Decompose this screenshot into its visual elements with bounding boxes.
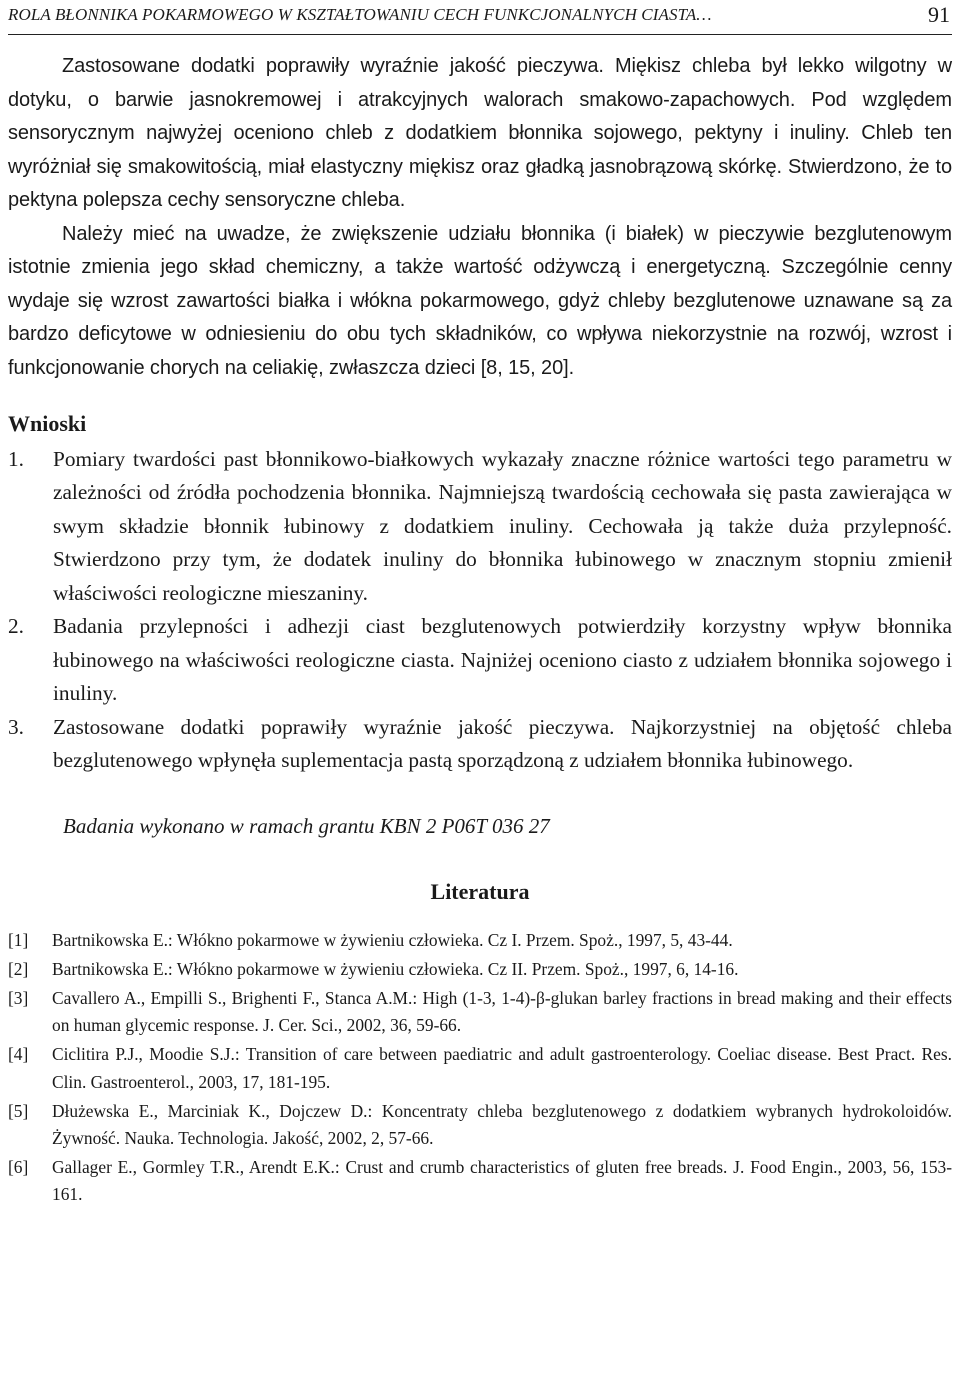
page-content [8, 50, 952, 1211]
reference-id: [4] [8, 1044, 29, 1065]
conclusion-number: 3. [8, 714, 24, 739]
grant-acknowledgement: Badania wykonano w ramach grantu KBN 2 P06T 036 27 [63, 813, 550, 838]
page-number: 91 [928, 2, 950, 27]
reference-text: Bartnikowska E.: Włókno pokarmowe w żywieniu człowieka. Cz II. Przem. Spoż., 1997, 6, 14-16. [52, 958, 739, 979]
reference-item [8, 985, 952, 1039]
conclusion-text: Zastosowane dodatki poprawiły wyraźnie jakość pieczywa. Najkorzystniej na objętość chleba bezglutenowego wpłynęła suplementacja pastą sporządzoną z udziałem błonnika łubinowego. [53, 714, 952, 772]
conclusion-item [8, 610, 952, 711]
conclusion-text: Pomiary twardości past błonnikowo-białkowych wykazały znaczne różnice wartości tego parametru w zależności od źródła pochodzenia błonnika. Najmniejszą twardością cechowała się pasta zawierająca w swym składzie błonnik łubinowy z dodatkiem inuliny. Cechowała ją także duża przylepność. Stwierdzono przy tym, że dodatek inuliny do błonnika łubinowego w znacznym stopniu zmienił właściwości reologiczne mieszaniny. [53, 446, 952, 605]
reference-id: [3] [8, 987, 29, 1008]
reference-text: Gallager E., Gormley T.R., Arendt E.K.: Crust and crumb characteristics of gluten free breads. J. Food Engin., 2003, 56, 153-161. [52, 1157, 952, 1205]
reference-item [8, 1041, 952, 1095]
conclusion-item [8, 711, 952, 778]
conclusion-text: Badania przylepności i adhezji ciast bezglutenowych potwierdziły korzystny wpływ błonnika łubinowego na właściwości reologiczne ciasta. Najniżej oceniono ciasto z udziałem błonnika sojowego i inuliny. [53, 614, 952, 705]
reference-item [8, 956, 952, 983]
reference-text: Dłużewska E., Marciniak K., Dojczew D.: Koncentraty chleba bezglutenowego z dodatkiem wybranych hydrokoloidów. Żywność. Nauka. Technologia. Jakość, 2002, 2, 57-66. [52, 1100, 952, 1148]
reference-text: Ciclitira P.J., Moodie S.J.: Transition of care between paediatric and adult gastroenterology. Coeliac disease. Best Pract. Res. Clin. Gastroenterol., 2003, 17, 181-195. [52, 1044, 952, 1092]
conclusions-list [8, 443, 952, 778]
conclusions-heading: Wnioski [8, 411, 87, 436]
reference-text: Cavallero A., Empilli S., Brighenti F., Stanca A.M.: High (1-3, 1-4)-β-glukan barley fractions in bread making and their effects on human glycemic response. J. Cer. Sci., 2002, 36, 59-66. [52, 987, 952, 1036]
reference-item [8, 927, 952, 954]
reference-id: [5] [8, 1100, 29, 1121]
reference-id: [6] [8, 1157, 29, 1178]
reference-list [8, 927, 952, 1209]
reference-item [8, 1098, 952, 1152]
reference-id: [1] [8, 929, 29, 950]
running-header [8, 0, 952, 35]
reference-id: [2] [8, 958, 29, 979]
conclusion-number: 2. [8, 614, 24, 638]
body-paragraph-1: Zastosowane dodatki poprawiły wyraźnie jakość pieczywa. Miękisz chleba był lekko wilgotny w dotyku, o barwie jasnokremowej i atrakcyjnych walorach smakowo-zapachowych. Pod względem sensorycznym najwyżej oceniono chleb z dodatkiem błonnika sojowego, pektyny i inuliny. Chleb ten wyróżniał się smakowitością, miał elastyczny miękisz oraz gładką jasnobrązową skórkę. Stwierdzono, że to pektyna polepsza cechy sensoryczne chleba. [8, 55, 952, 211]
reference-text: Bartnikowska E.: Włókno pokarmowe w żywieniu człowieka. Cz I. Przem. Spoż., 1997, 5, 43-44. [52, 929, 733, 950]
body-paragraph-2: Należy mieć na uwadze, że zwiększenie udziału błonnika (i białek) w pieczywie bezglutenowym istotnie zmienia jego skład chemiczny, a także wartość odżywczą i energetyczną. Szczególnie cenny wydaje się wzrost zawartości białka i włókna pokarmowego, gdyż chleby bezglutenowe uznawane są za bardzo deficytowe w odniesieniu do obu tych składników, co wpływa niekorzystnie na rozwój, wzrost i funkcjonowanie chorych na celiakię, zwłaszcza dzieci [8, 15, 20]. [8, 222, 952, 379]
reference-item [8, 1154, 952, 1208]
conclusion-number: 1. [8, 446, 24, 471]
running-title: ROLA BŁONNIKA POKARMOWEGO W KSZTAŁTOWANIU CECH FUNKCJONALNYCH CIASTA… [8, 5, 712, 24]
conclusion-item [8, 443, 952, 611]
literature-heading: Literatura [430, 879, 530, 904]
